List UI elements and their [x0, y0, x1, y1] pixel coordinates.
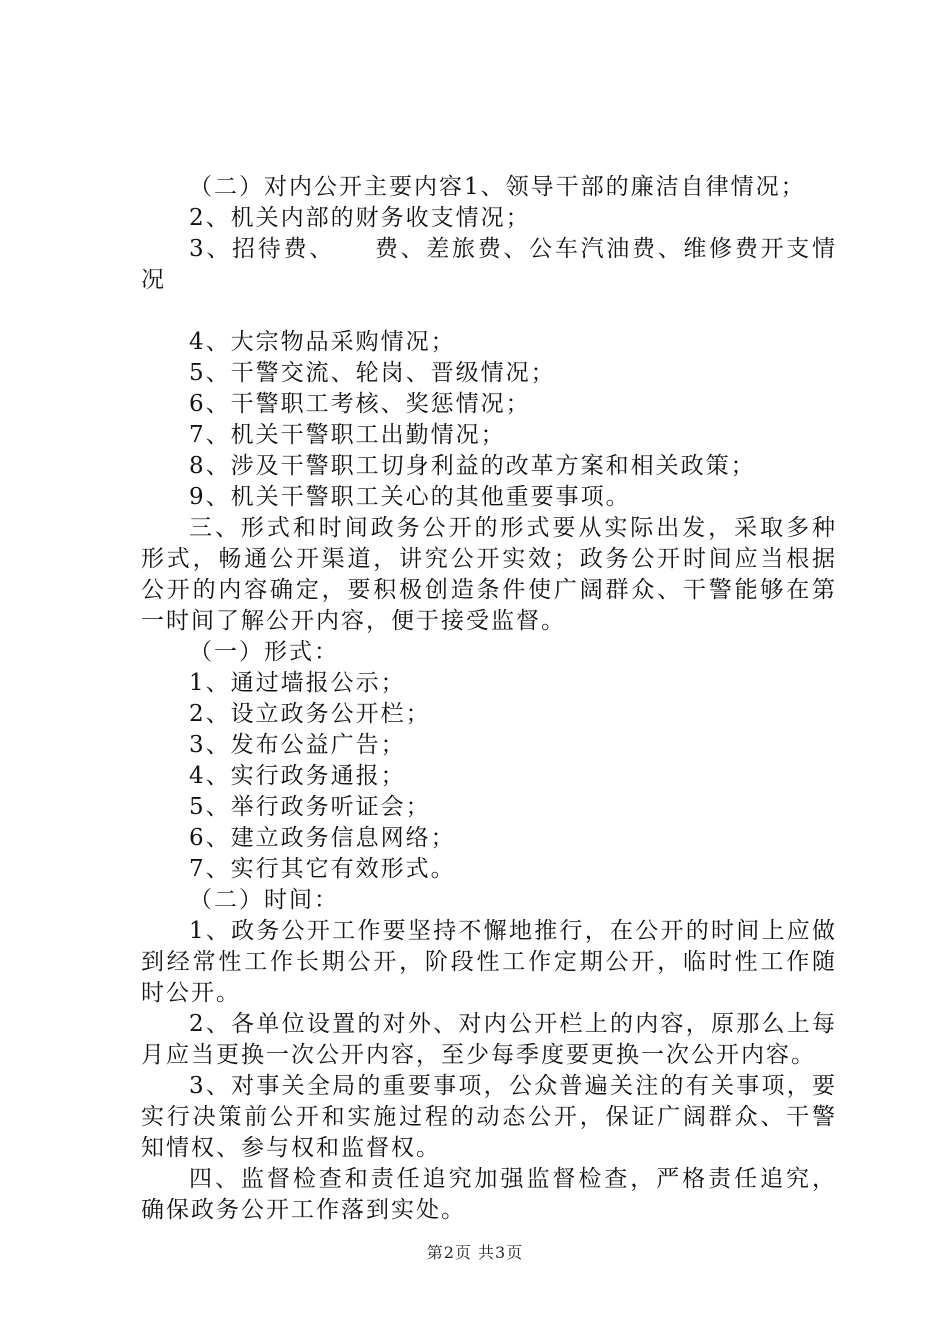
document-body — [141, 172, 837, 1226]
list-item: 5、举行政务听证会； — [189, 794, 431, 820]
list-item: 2、机关内部的财务收支情况； — [189, 205, 531, 231]
page-number-footer: 第2页 共3页 — [426, 1243, 524, 1262]
list-item: 8、涉及干警职工切身利益的改革方案和相关政策； — [189, 453, 756, 479]
list-item: 7、机关干警职工出勤情况； — [189, 422, 506, 448]
list-item: 4、大宗物品采购情况； — [189, 329, 456, 355]
list-item: 2、设立政务公开栏； — [189, 701, 431, 727]
list-item: 5、干警交流、轮岗、晋级情况； — [189, 360, 556, 386]
list-item: 3、发布公益广告； — [189, 732, 406, 758]
subheading-time: （二）时间： — [189, 887, 339, 913]
paragraph-form-and-time: 三、形式和时间政务公开的形式要从实际出发，采取多种形式，畅通公开渠道，讲究公开实效；政务公开时间应当根据公开的内容确定，要积极创造条件使广阔群众、干警能够在第一时间了解公开内容，便于接受监督。 — [141, 515, 837, 634]
list-item: 3、对事关全局的重要事项，公众普遍关注的有关事项，要实行决策前公开和实施过程的动态公开，保证广阔群众、干警知情权、参与权和监督权。 — [141, 1073, 837, 1161]
list-item: 7、实行其它有效形式。 — [189, 856, 456, 882]
list-item: 9、机关干警职工关心的其他重要事项。 — [189, 484, 631, 510]
paragraph-supervision: 四、监督检查和责任追究加强监督检查，严格责任追究，确保政务公开工作落到实处。 — [141, 1166, 837, 1223]
paragraph-internal-disclosure-heading: （二）对内公开主要内容1、领导干部的廉洁自律情况； — [189, 174, 806, 200]
list-item: 4、实行政务通报； — [189, 763, 406, 789]
list-item: 3、招待费、 费、差旅费、公车汽油费、维修费开支情况 — [141, 236, 837, 293]
list-item: 6、干警职工考核、奖惩情况； — [189, 391, 531, 417]
list-item: 1、通过墙报公示； — [189, 670, 406, 696]
list-item: 2、各单位设置的对外、对内公开栏上的内容，原那么上每月应当更换一次公开内容，至少每季度要更换一次公开内容。 — [141, 1011, 837, 1068]
subheading-form: （一）形式： — [189, 639, 339, 665]
list-item: 1、政务公开工作要坚持不懈地推行，在公开的时间上应做到经常性工作长期公开，阶段性工作定期公开，临时性工作随时公开。 — [141, 918, 837, 1006]
list-item: 6、建立政务信息网络； — [189, 825, 456, 851]
